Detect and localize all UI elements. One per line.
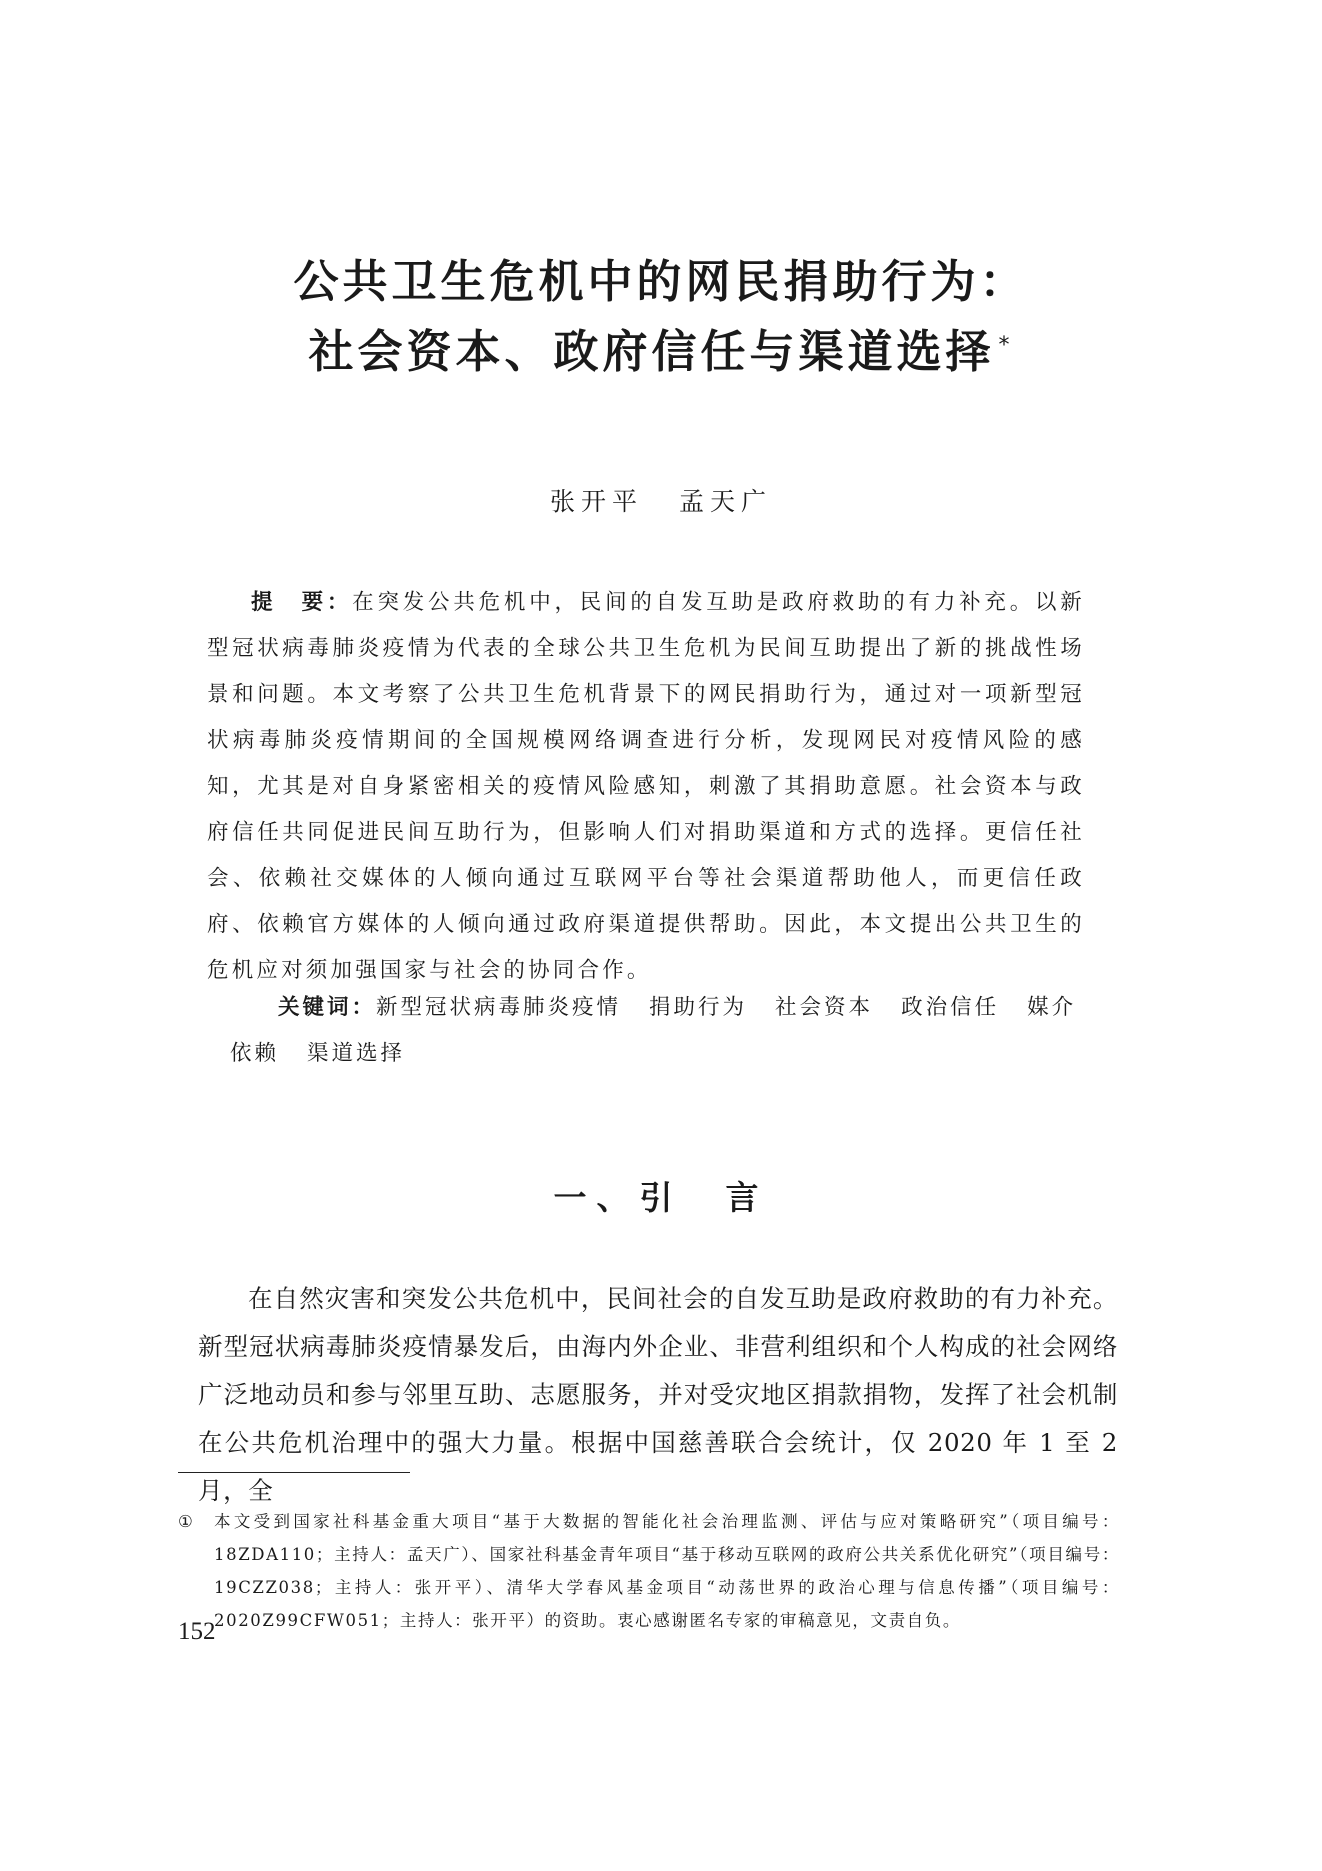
title-line-2 <box>200 322 1122 382</box>
abstract <box>207 580 1085 994</box>
title-footnote-marker[interactable]: * <box>998 333 1014 358</box>
page-number: 152 <box>178 1618 216 1645</box>
keyword: 新型冠状病毒肺炎疫情 <box>376 995 622 1020</box>
keyword: 媒介依赖 <box>230 995 1077 1066</box>
author-list <box>200 482 1122 518</box>
footnote-divider <box>178 1472 410 1473</box>
title-line-2-text: 社会资本、政府信任与渠道选择 <box>308 325 995 378</box>
section-heading: 一、引 言 <box>553 1178 769 1217</box>
abstract-label: 提 要： <box>251 590 353 615</box>
footnote-text: 本文受到国家社科基金重大项目“基于大数据的智能化社会治理监测、评估与应对策略研究”（项目编号：18ZDA110；主持人：孟天广）、国家社科基金青年项目“基于移动互联网的政府公共关系优化研究”（项目编号：19CZZ038；主持人：张开平）、清华大学春风基金项目“动荡世界的政治心理与信息传播”（项目编号：2020Z99CFW051；主持人：张开平）的资助。衷心感谢匿名专家的审稿意见，文责自负。 <box>214 1512 1120 1630</box>
keyword: 捐助行为 <box>649 995 748 1020</box>
author-name: 孟天广 <box>679 487 773 516</box>
keyword: 政治信任 <box>901 995 1000 1020</box>
keywords <box>230 985 1090 1077</box>
author-name: 张开平 <box>549 487 643 516</box>
footnote <box>178 1505 1120 1637</box>
abstract-text: 在突发公共危机中，民间的自发互助是政府救助的有力补充。以新型冠状病毒肺炎疫情为代表的全球公共卫生危机为民间互助提出了新的挑战性场景和问题。本文考察了公共卫生危机背景下的网民捐助行为，通过对一项新型冠状病毒肺炎疫情期间的全国规模网络调查进行分析，发现网民对疫情风险的感知，尤其是对自身紧密相关的疫情风险感知，刺激了其捐助意愿。社会资本与政府信任共同促进民间互助行为，但影响人们对捐助渠道和方式的选择。更信任社会、依赖社交媒体的人倾向通过互联网平台等社会渠道帮助他人，而更信任政府、依赖官方媒体的人倾向通过政府渠道提供帮助。因此，本文提出公共卫生的危机应对须加强国家与社会的协同合作。 <box>207 590 1085 983</box>
footnote-marker: ① <box>178 1512 195 1531</box>
keyword: 社会资本 <box>775 995 874 1020</box>
title-line-1-text: 公共卫生危机中的网民捐助行为： <box>293 255 1029 308</box>
keywords-label: 关键词： <box>278 995 377 1020</box>
title-line-1 <box>200 252 1122 312</box>
body-paragraph: 在自然灾害和突发公共危机中，民间社会的自发互助是政府救助的有力补充。新型冠状病毒肺炎疫情暴发后，由海内外企业、非营利组织和个人构成的社会网络广泛地动员和参与邻里互助、志愿服务，并对受灾地区捐款捐物，发挥了社会机制在公共危机治理中的强大力量。根据中国慈善联合会统计，仅 2020 年 1 至 2 月，全 <box>198 1284 1118 1505</box>
keyword: 渠道选择 <box>307 1041 406 1066</box>
